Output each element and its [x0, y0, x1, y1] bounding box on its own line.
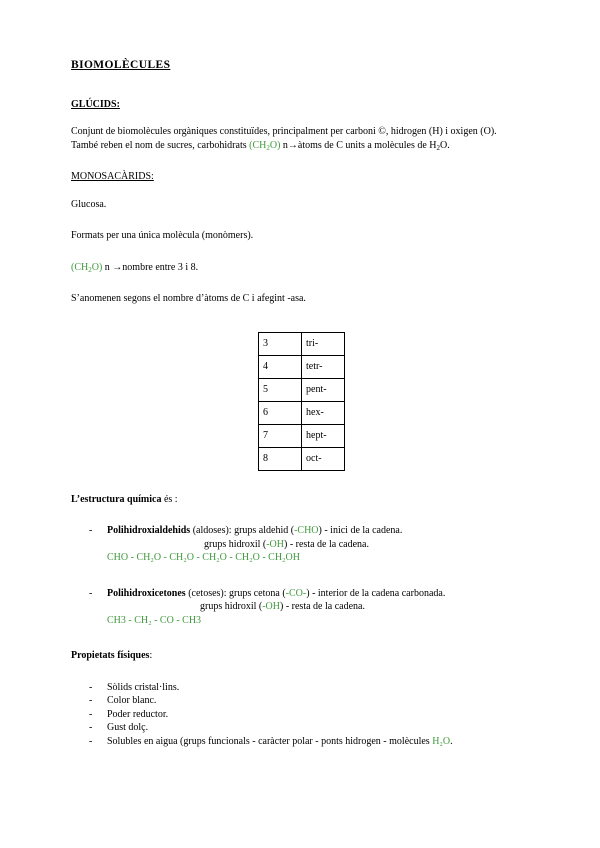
structure-label-rest: és : [161, 493, 178, 505]
formula-part: (CH [71, 261, 89, 273]
functional-group: -OH [262, 601, 280, 613]
list-item-text: Color blanc. [107, 695, 157, 707]
page-title: BIOMOLÈCULES [71, 59, 171, 71]
naming-text: S’anomenen segons el nombre d’àtoms de C i afegint -asa. [71, 293, 306, 305]
functional-group: -OH [266, 538, 284, 550]
structure-label [71, 493, 531, 507]
table-row [259, 378, 345, 401]
table-row [259, 447, 345, 470]
table-cell-number: 7 [259, 424, 302, 447]
structure-item-name: Polihidroxicetones [107, 587, 186, 599]
structure-item-text: ) - resta de la cadena. [280, 601, 365, 613]
arrow-icon: → [287, 139, 298, 151]
dash-bullet: - [89, 695, 93, 707]
table-row [259, 401, 345, 424]
functional-group: -CO- [285, 587, 307, 599]
formula-part: O) [269, 139, 281, 151]
prefix-table [258, 332, 345, 471]
table-cell-number: 8 [259, 447, 302, 470]
table-cell-number: 3 [259, 332, 302, 355]
list-item [71, 694, 531, 708]
formula-green [71, 262, 102, 273]
structure-item-line [107, 587, 531, 601]
list-item [71, 708, 531, 722]
table-cell-prefix: tetr- [302, 355, 345, 378]
intro-text: O. [440, 139, 450, 151]
structure-item-line [107, 538, 531, 552]
water-formula: H₂O [432, 735, 451, 747]
structure-item-name: Polihidroxialdehids [107, 525, 191, 537]
dash-bullet: - [89, 735, 93, 747]
structure-item-text: ) - inici de la cadena. [318, 525, 403, 537]
properties-list [71, 681, 531, 749]
table-cell-number: 5 [259, 378, 302, 401]
structure-item-text: (aldoses): grups aldehid ( [190, 525, 295, 537]
list-item [71, 721, 531, 735]
intro-line-2 [71, 139, 531, 153]
structure-item-line [107, 524, 531, 538]
water-subscript: 2 [436, 143, 441, 152]
table-cell-number: 4 [259, 355, 302, 378]
structure-item-text: ) - resta de la cadena. [284, 538, 369, 550]
functional-group: -CHO [294, 525, 319, 537]
structure-item-text: grups hidroxil ( [200, 601, 263, 613]
formula-text: nombre entre 3 i 8. [122, 261, 199, 273]
monosaccharide-formula [71, 261, 531, 275]
arrow-icon: → [112, 261, 123, 273]
chain-formula: CHO - CH₂O - CH₂O - CH₂O - CH₂O - CH₂OH [107, 552, 300, 564]
chain-formula: CH3 - CH₂ - CO - CH3 [107, 614, 202, 626]
list-item-text: Poder reductor. [107, 708, 169, 720]
dash-bullet: - [89, 708, 93, 720]
formula-subscript: 2 [266, 143, 270, 152]
intro-line-1: Conjunt de biomolècules orgàniques constituïdes, principalment per carboni ©, hidrogen (H) i oxigen (O). [71, 126, 497, 138]
list-item-text: Gust dolç. [107, 722, 149, 734]
dash-bullet: - [89, 681, 93, 693]
dash-bullet: - [89, 525, 93, 537]
section-heading: GLÚCIDS: [71, 98, 120, 110]
example-text: Glucosa. [71, 198, 107, 210]
structure-item-ketoses [71, 587, 531, 628]
list-item-text: Sòlids cristal·lins. [107, 681, 180, 693]
intro-text: n [280, 139, 288, 151]
structure-item-text: ) - interior de la cadena carbonada. [306, 587, 446, 599]
dash-bullet: - [89, 722, 93, 734]
formed-text: Formats per una única molècula (monòmers). [71, 230, 254, 242]
intro-text: També reben el nom de sucres, carbohidrats [71, 139, 250, 151]
properties-heading [71, 649, 531, 663]
structure-item-line [107, 600, 531, 614]
formula-part: (CH [249, 139, 267, 151]
list-item [71, 681, 531, 695]
structure-item-aldoses [71, 524, 531, 565]
document-page [71, 58, 531, 748]
table-cell-prefix: oct- [302, 447, 345, 470]
list-item [71, 735, 531, 749]
table-cell-prefix: tri- [302, 332, 345, 355]
table-cell-prefix: hept- [302, 424, 345, 447]
intro-text: àtoms de C units a molècules de H [297, 139, 437, 151]
carbohydrate-formula [249, 140, 280, 151]
structure-item-text: (cetoses): grups cetona ( [185, 587, 286, 599]
table-cell-number: 6 [259, 401, 302, 424]
table-row [259, 424, 345, 447]
table-cell-prefix: hex- [302, 401, 345, 424]
list-item-text: Solubles en aigua (grups funcionals - caràcter polar - ponts hidrogen - molècules [107, 735, 433, 747]
formula-subscript: 2 [88, 265, 92, 274]
properties-heading-colon: : [149, 650, 153, 662]
monosaccharides-heading: MONOSACÀRIDS: [71, 171, 154, 183]
table-cell-prefix: pent- [302, 378, 345, 401]
table-row [259, 355, 345, 378]
formula-part: O) [91, 261, 103, 273]
structure-item-text: grups hidroxil ( [204, 538, 267, 550]
list-item-text: . [450, 735, 453, 747]
properties-heading-bold: Propietats físiques [71, 650, 150, 662]
structure-label-bold: L’estructura química [71, 493, 162, 505]
formula-text: n [102, 261, 113, 273]
table-row [259, 332, 345, 355]
dash-bullet: - [89, 587, 93, 599]
